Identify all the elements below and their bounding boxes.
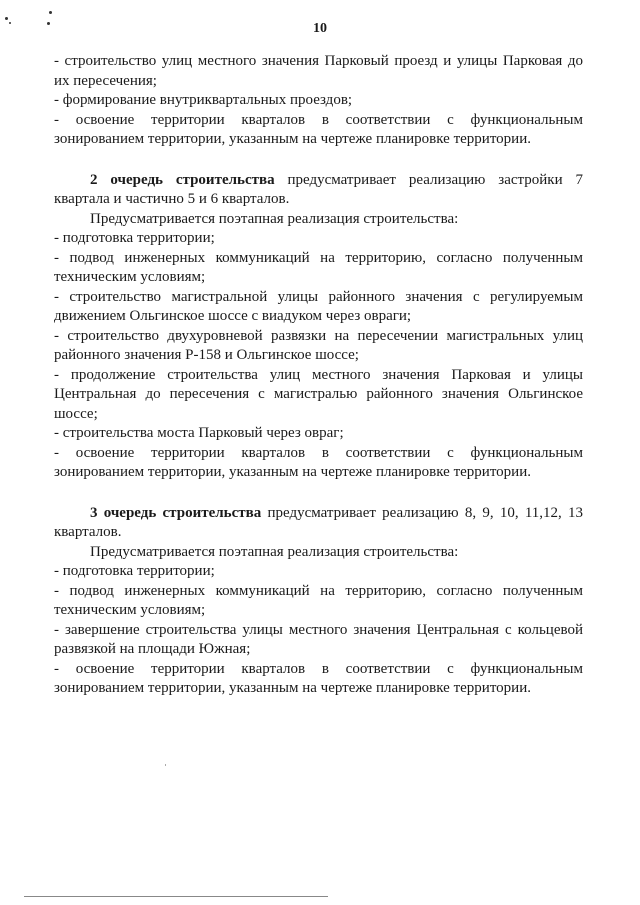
list-item-line: - продолжение строительства улиц местного значения Парковая и улицы: [54, 366, 583, 383]
list-item-line: - подготовка территории;: [54, 563, 215, 579]
list-item-line: - строительства моста Парковый через овраг;: [54, 425, 344, 441]
document-body: [54, 52, 583, 699]
stage-3-section: [54, 504, 583, 699]
page-number: 10: [313, 21, 327, 36]
list-item-line: - строительство двухуровневой развязки на пересечении магистральных улиц: [54, 327, 583, 344]
scan-mark: [5, 17, 8, 20]
stage-3-intro-text: предусматривает реализацию 8, 9, 10, 11,12, 13: [267, 504, 583, 521]
list-item-line: - подвод инженерных коммуникаций на территорию, согласно полученным: [54, 249, 583, 266]
list-item-line: - подготовка территории;: [54, 230, 215, 246]
list-item-line: Центральная до пересечения с магистралью районного значения Ольгинское: [54, 386, 583, 402]
list-item-line: техническим условиям;: [54, 269, 206, 285]
stage-2-heading: 2 очередь строительства: [90, 171, 275, 188]
list-item-line: зонированием территории, указанным на чертеже планировке территории.: [54, 464, 531, 480]
section-continuation: [54, 52, 583, 150]
list-item-line: шоссе;: [54, 405, 98, 422]
list-item-line: - подвод инженерных коммуникаций на территорию, согласно полученным: [54, 582, 583, 599]
stage-2-intro-text: предусматривает реализацию застройки 7: [287, 171, 584, 188]
stage-3-heading: 3 очередь строительства: [90, 504, 262, 521]
list-item-line: - строительство улиц местного значения Парковый проезд и улицы Парковая до: [54, 53, 583, 69]
list-item-line: развязкой на площади Южная;: [54, 641, 251, 657]
stage-2-intro-line: квартала и частично 5 и 6 кварталов.: [54, 191, 290, 207]
list-item-line: их пересечения;: [54, 72, 157, 89]
stage-2-intro: [54, 171, 583, 191]
list-item-line: - завершение строительства улицы местного значения Центральная с кольцевой: [54, 621, 583, 638]
stage-3-intro: [54, 504, 583, 524]
stage-2-lead: Предусматривается поэтапная реализация строительства:: [90, 210, 459, 227]
list-item-line: - освоение территории кварталов в соответствии с функциональным: [54, 111, 583, 128]
list-item-line: движением Ольгинское шоссе с виадуком через овраги;: [54, 308, 412, 324]
list-item-line: - строительство магистральной улицы районного значения с регулируемым: [54, 288, 583, 305]
list-item-line: - формирование внутриквартальных проездов;: [54, 92, 353, 108]
stage-3-intro-line: кварталов.: [54, 524, 122, 540]
list-item-line: зонированием территории, указанным на чертеже планировке территории.: [54, 131, 531, 147]
footer-rule: [24, 896, 328, 897]
list-item-line: районного значения Р-158 и Ольгинское шоссе;: [54, 347, 359, 363]
stage-3-lead: Предусматривается поэтапная реализация строительства:: [90, 543, 459, 560]
list-item-line: - освоение территории кварталов в соответствии с функциональным: [54, 660, 583, 677]
scan-mark: [49, 11, 52, 14]
list-item-line: техническим условиям;: [54, 602, 206, 618]
list-item-line: зонированием территории, указанным на чертеже планировке территории.: [54, 680, 531, 696]
stage-2-section: [54, 171, 583, 483]
list-item-line: - освоение территории кварталов в соответствии с функциональным: [54, 444, 583, 461]
scan-speck: [165, 764, 166, 766]
